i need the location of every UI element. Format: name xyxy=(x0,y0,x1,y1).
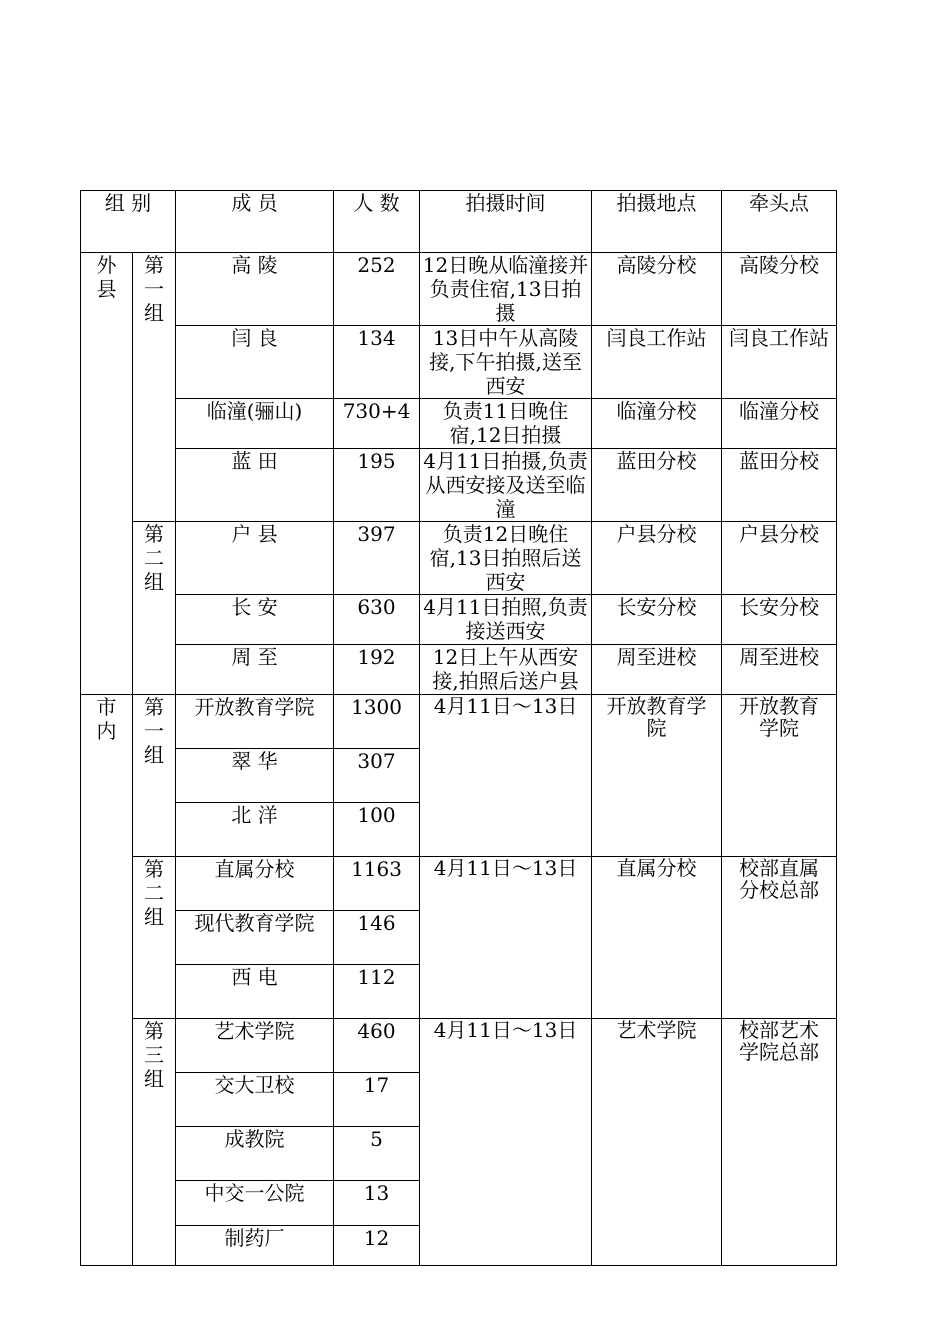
location-cell: 闫良工作站 xyxy=(592,326,722,399)
header-time: 拍摄时间 xyxy=(420,191,592,253)
member-cell: 直属分校 xyxy=(176,857,334,911)
time-cell: 4月11日～13日 xyxy=(420,695,592,857)
group-label: 第三组 xyxy=(144,1019,164,1091)
region-label: 外县 xyxy=(96,253,117,301)
count-cell: 112 xyxy=(334,965,420,1019)
header-lead: 牵头点 xyxy=(722,191,837,253)
schedule-table xyxy=(80,190,837,1266)
count-cell: 17 xyxy=(334,1073,420,1127)
member-cell: 西 电 xyxy=(176,965,334,1019)
table-row xyxy=(81,399,837,449)
group-label: 第一组 xyxy=(144,695,164,767)
location-cell: 开放教育学院 xyxy=(592,695,722,857)
count-cell: 195 xyxy=(334,449,420,522)
location-cell: 周至进校 xyxy=(592,645,722,695)
lead-cell: 高陵分校 xyxy=(722,253,837,326)
member-cell: 临潼(骊山) xyxy=(176,399,334,449)
table-row xyxy=(81,595,837,645)
member-cell: 户 县 xyxy=(176,522,334,595)
group-cell xyxy=(133,857,176,1019)
time-cell: 13日中午从高陵接,下午拍摄,送至西安 xyxy=(420,326,592,399)
table-row xyxy=(81,253,837,326)
table-row xyxy=(81,645,837,695)
count-cell: 13 xyxy=(334,1181,420,1226)
count-cell: 252 xyxy=(334,253,420,326)
time-cell: 12日上午从西安接,拍照后送户县 xyxy=(420,645,592,695)
time-cell: 负责11日晚住宿,12日拍摄 xyxy=(420,399,592,449)
member-cell: 现代教育学院 xyxy=(176,911,334,965)
member-cell: 中交一公院 xyxy=(176,1181,334,1226)
location-cell: 临潼分校 xyxy=(592,399,722,449)
member-cell: 周 至 xyxy=(176,645,334,695)
member-cell: 北 洋 xyxy=(176,803,334,857)
member-cell: 制药厂 xyxy=(176,1226,334,1266)
group-label: 第二组 xyxy=(144,522,164,594)
table-row xyxy=(81,522,837,595)
group-label: 第二组 xyxy=(144,857,164,929)
count-cell: 146 xyxy=(334,911,420,965)
header-row xyxy=(81,191,837,253)
count-cell: 192 xyxy=(334,645,420,695)
location-cell: 艺术学院 xyxy=(592,1019,722,1266)
table-row xyxy=(81,326,837,399)
member-cell: 长 安 xyxy=(176,595,334,645)
time-cell: 4月11日拍照,负责接送西安 xyxy=(420,595,592,645)
member-cell: 开放教育学院 xyxy=(176,695,334,749)
lead-cell: 长安分校 xyxy=(722,595,837,645)
location-cell: 高陵分校 xyxy=(592,253,722,326)
header-member: 成 员 xyxy=(176,191,334,253)
lead-cell: 周至进校 xyxy=(722,645,837,695)
count-cell: 12 xyxy=(334,1226,420,1266)
region-label: 市内 xyxy=(96,695,117,743)
location-cell: 户县分校 xyxy=(592,522,722,595)
count-cell: 134 xyxy=(334,326,420,399)
count-cell: 5 xyxy=(334,1127,420,1181)
member-cell: 蓝 田 xyxy=(176,449,334,522)
member-cell: 艺术学院 xyxy=(176,1019,334,1073)
header-location: 拍摄地点 xyxy=(592,191,722,253)
lead-cell: 户县分校 xyxy=(722,522,837,595)
count-cell: 1300 xyxy=(334,695,420,749)
member-cell: 高 陵 xyxy=(176,253,334,326)
lead-cell: 校部艺术学院总部 xyxy=(722,1019,837,1266)
group-label: 第一组 xyxy=(144,253,164,325)
lead-cell: 闫良工作站 xyxy=(722,326,837,399)
count-cell: 630 xyxy=(334,595,420,645)
location-cell: 长安分校 xyxy=(592,595,722,645)
lead-cell: 临潼分校 xyxy=(722,399,837,449)
table-row xyxy=(81,695,837,749)
member-cell: 翠 华 xyxy=(176,749,334,803)
time-cell: 负责12日晚住宿,13日拍照后送西安 xyxy=(420,522,592,595)
header-group: 组 别 xyxy=(81,191,176,253)
location-cell: 蓝田分校 xyxy=(592,449,722,522)
member-cell: 成教院 xyxy=(176,1127,334,1181)
time-cell: 12日晚从临潼接并负责住宿,13日拍摄 xyxy=(420,253,592,326)
count-cell: 1163 xyxy=(334,857,420,911)
region-cell xyxy=(81,253,133,695)
member-cell: 交大卫校 xyxy=(176,1073,334,1127)
group-cell xyxy=(133,1019,176,1266)
region-cell xyxy=(81,695,133,1266)
count-cell: 460 xyxy=(334,1019,420,1073)
lead-cell: 蓝田分校 xyxy=(722,449,837,522)
group-cell xyxy=(133,253,176,522)
table-row xyxy=(81,1019,837,1073)
time-cell: 4月11日～13日 xyxy=(420,857,592,1019)
count-cell: 397 xyxy=(334,522,420,595)
table-row xyxy=(81,449,837,522)
count-cell: 730+4 xyxy=(334,399,420,449)
table-row xyxy=(81,857,837,911)
count-cell: 100 xyxy=(334,803,420,857)
header-count: 人 数 xyxy=(334,191,420,253)
member-cell: 闫 良 xyxy=(176,326,334,399)
group-cell xyxy=(133,695,176,857)
time-cell: 4月11日～13日 xyxy=(420,1019,592,1266)
location-cell: 直属分校 xyxy=(592,857,722,1019)
lead-cell: 校部直属分校总部 xyxy=(722,857,837,1019)
lead-cell: 开放教育学院 xyxy=(722,695,837,857)
time-cell: 4月11日拍摄,负责从西安接及送至临潼 xyxy=(420,449,592,522)
count-cell: 307 xyxy=(334,749,420,803)
group-cell xyxy=(133,522,176,695)
